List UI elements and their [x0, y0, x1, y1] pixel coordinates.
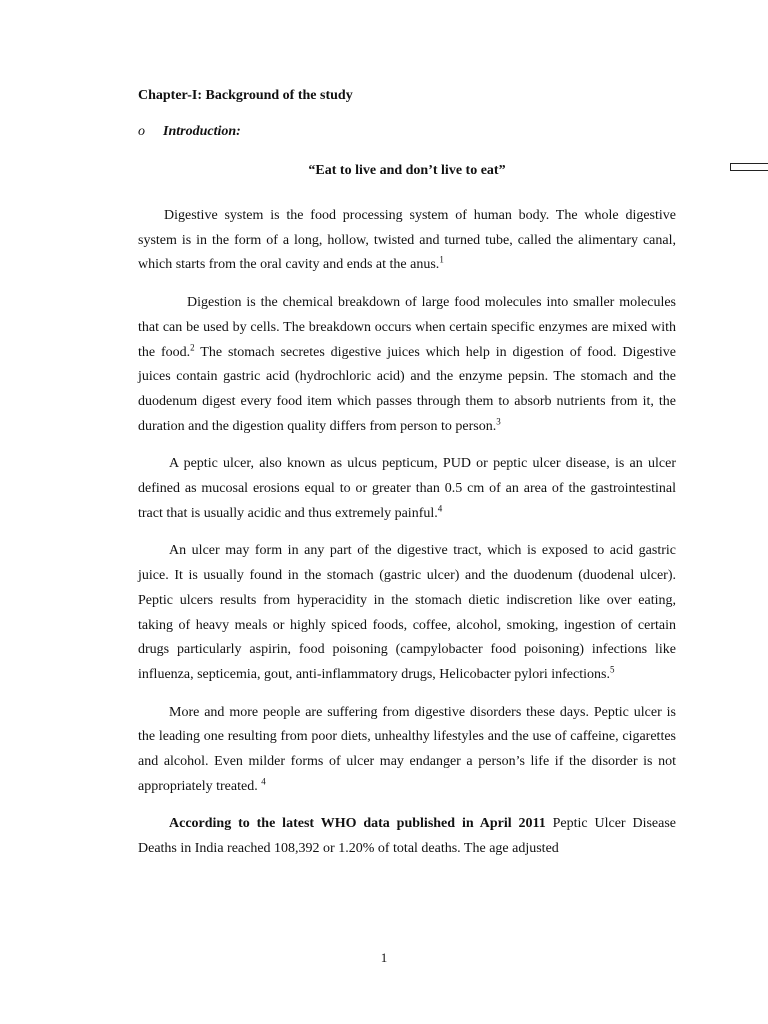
paragraph-6 — [138, 812, 676, 861]
bullet-marker: o — [138, 124, 145, 139]
paragraph-2 — [138, 291, 676, 439]
citation-ref: 4 — [261, 776, 266, 787]
citation-ref: 3 — [496, 415, 501, 426]
epigraph-quote: “Eat to live and don’t live to eat” — [308, 163, 506, 178]
paragraph-4 — [138, 539, 676, 687]
introduction-label: Introduction: — [163, 124, 241, 139]
paragraph-text: Peptic Ulcer Disease Deaths in India reached 108,392 or 1.20% of total deaths. The age adjusted — [138, 816, 677, 857]
margin-rectangle — [730, 163, 768, 171]
paragraph-1 — [138, 204, 676, 278]
citation-ref: 1 — [439, 254, 444, 265]
bold-lead-in: According to the latest WHO data published in April 2011 — [169, 816, 546, 832]
paragraph-text: Digestive system is the food processing system of human body. The whole digestive system is in the form of a long, hollow, twisted and turned tube, called the alimentary canal, which starts from the oral cavity and ends at the anus. — [138, 208, 676, 273]
paragraph-5 — [138, 701, 676, 800]
citation-ref: 5 — [609, 664, 615, 675]
citation-ref: 4 — [437, 503, 443, 514]
paragraph-3 — [138, 452, 676, 526]
paragraph-text: More and more people are suffering from digestive disorders these days. Peptic ulcer is the leading one resulting from poor diets, unhealthy lifestyles and the use of caffeine, cigarettes and alcohol. Even milder forms of ulcer may endanger a person’s life if the disorder is not appropriately treated. — [138, 704, 676, 794]
introduction-heading — [138, 124, 241, 140]
body-text — [138, 204, 676, 875]
chapter-heading: Chapter-I: Background of the study — [138, 88, 353, 103]
paragraph-text: Digestion is the chemical breakdown of large food molecules into smaller molecules that can be used by cells. The breakdown occurs when certain specific enzymes are mixed with the food. — [138, 295, 676, 360]
citation-ref: 2 — [190, 341, 195, 352]
page-number: 1 — [380, 950, 388, 965]
paragraph-text: An ulcer may form in any part of the digestive tract, which is exposed to acid gastric juice. It is usually found in the stomach (gastric ulcer) and the duodenum (duodenal ulcer). Peptic ulcers results from hyperacidity in the stomach dietic indiscretion like over eating, taking of heavy meals or highly spiced foods, coffee, alcohol, smoking, ingestion of certain drugs particularly aspirin, food poisoning (campylobacter food poisoning) infections like influenza, septicemia, gout, anti-inflammatory drugs, Helicobacter pylori infections. — [138, 543, 676, 682]
paragraph-text: The stomach secretes digestive juices which help in digestion of food. Digestive juices contain gastric acid (hydrochloric acid) and the enzyme pepsin. The stomach and the duodenum digest every food item which passes through them to absorb nutrients from it, the duration and the digestion quality differs from person to person. — [138, 344, 676, 434]
paragraph-text: A peptic ulcer, also known as ulcus pepticum, PUD or peptic ulcer disease, is an ulcer defined as mucosal erosions equal to or greater than 0.5 cm of an area of the gastrointestinal tract that is usually acidic and thus extremely painful. — [138, 456, 676, 521]
